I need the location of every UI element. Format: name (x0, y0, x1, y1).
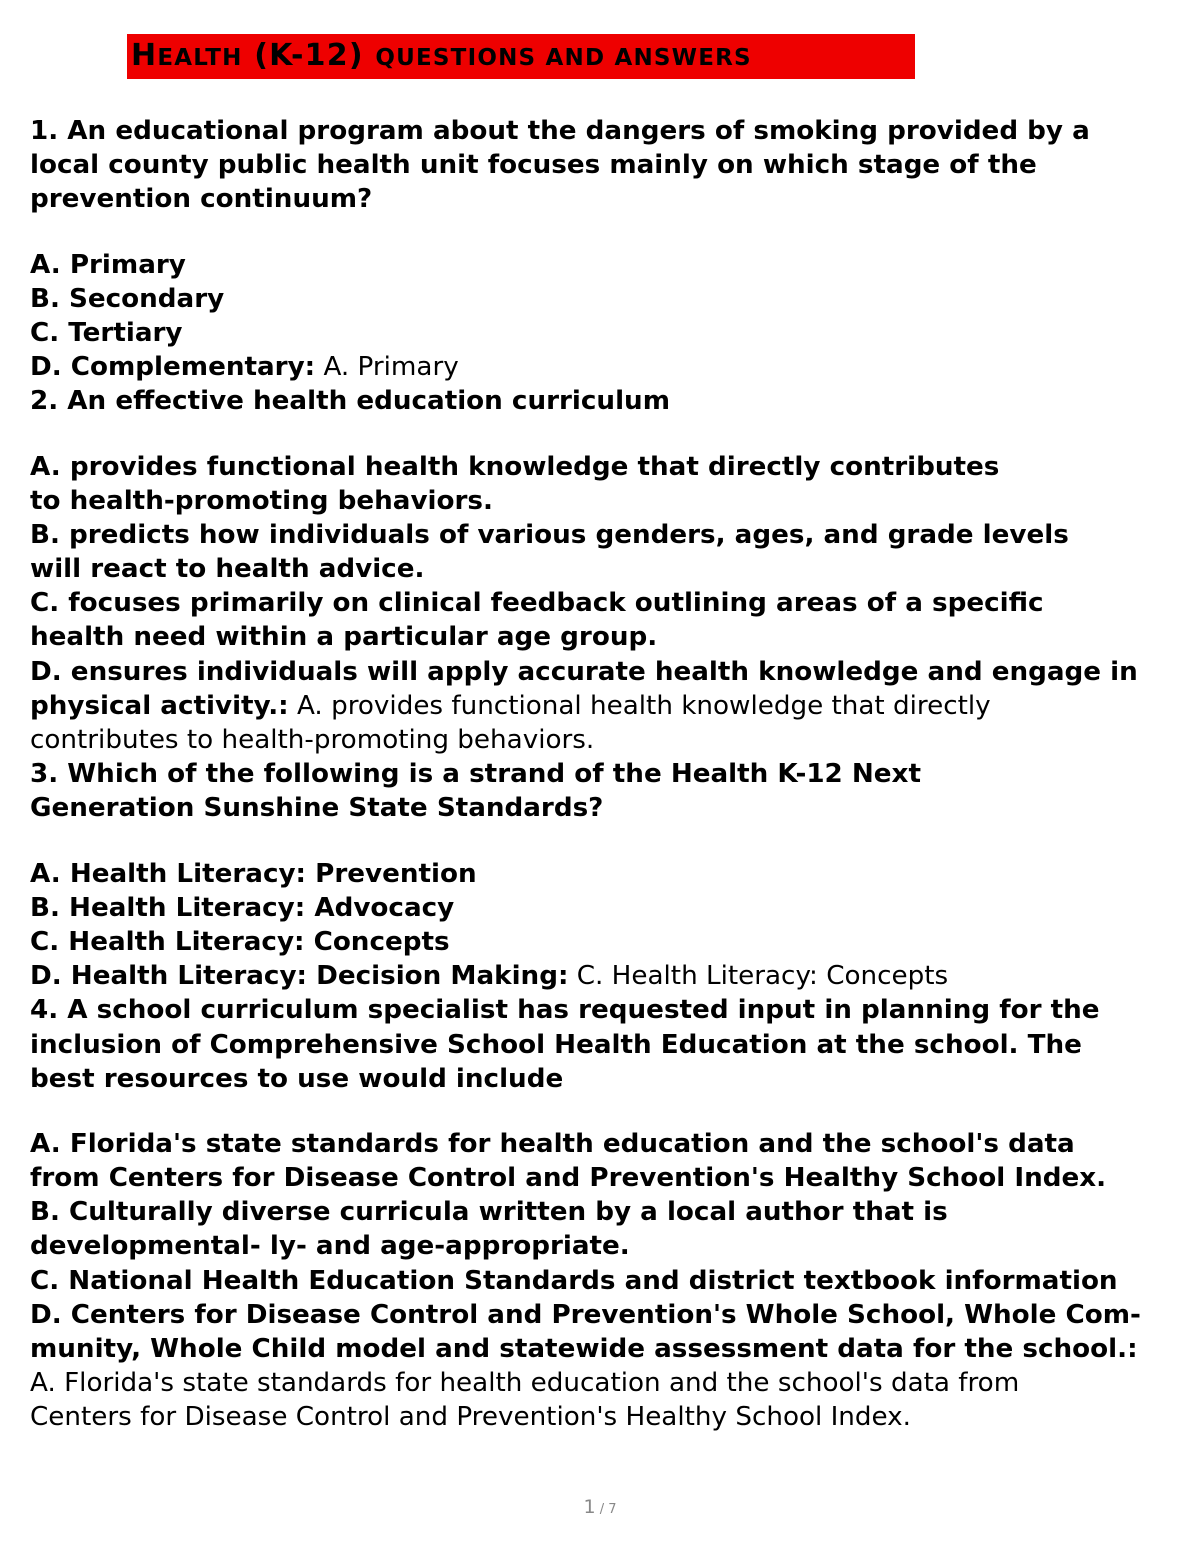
answer-option: developmental- ly- and age-appropriate. (30, 1231, 630, 1262)
correct-answer: Centers for Disease Control and Prevention's Healthy School Index. (30, 1402, 912, 1433)
spacer (30, 1096, 1180, 1127)
answer-option: C. focuses primarily on clinical feedback outlining areas of a specific (30, 588, 1044, 619)
answer-option: D. ensures individuals will apply accurate health knowledge and engage in (30, 656, 1138, 687)
answer-option: B. Culturally diverse curricula written by a local author that is (30, 1197, 948, 1228)
question-text: 2. An effective health education curriculum (30, 386, 670, 417)
answer-option: D. Centers for Disease Control and Prevention's Whole School, Whole Com- (30, 1299, 1141, 1330)
correct-answer: contributes to health-promoting behaviors. (30, 725, 595, 755)
title-tail: QUESTIONS AND ANSWERS (375, 45, 752, 71)
title-middle: (K-12) (242, 38, 376, 73)
answer-option: D. Health Literacy: Decision Making: (30, 961, 569, 992)
question-text: 1. An educational program about the dangers of smoking provided by a (30, 116, 1090, 146)
correct-answer: A. provides functional health knowledge that directly (288, 690, 991, 721)
answer-option: C. National Health Education Standards and district textbook information (30, 1265, 1118, 1296)
title-rest: EALTH (157, 45, 243, 71)
answer-option: C. Health Literacy: Concepts (30, 926, 450, 957)
answer-option: munity, Whole Child model and statewide assessment data for the school.: (30, 1334, 1138, 1364)
question-text: 4. A school curriculum specialist has requested input in planning for the (30, 995, 1100, 1026)
answer-option: C. Tertiary (30, 317, 183, 348)
answer-option: D. Complementary: (30, 352, 316, 383)
answer-option-with-answer (30, 350, 1180, 384)
correct-answer: A. Florida's state standards for health education and the school's data from (30, 1368, 1020, 1399)
answer-option: A. Primary (30, 249, 186, 280)
answer-option: B. predicts how individuals of various genders, ages, and grade levels (30, 519, 1069, 550)
title-first-letter: H (131, 38, 158, 73)
answer-option-with-answer (30, 1332, 1180, 1366)
answer-option: A. Health Literacy: Prevention (30, 858, 477, 889)
answer-option: A. Florida's state standards for health education and the school's data (30, 1128, 1075, 1159)
answer-option: B. Secondary (30, 283, 225, 314)
correct-answer: A. Primary (315, 352, 459, 383)
spacer (30, 826, 1180, 857)
answer-option: to health-promoting behaviors. (30, 485, 493, 516)
page-title (131, 36, 752, 78)
answer-option-with-answer (30, 959, 1180, 993)
answer-option: will react to health advice. (30, 554, 425, 585)
question-text: Generation Sunshine State Standards? (30, 793, 604, 824)
page-total: / 7 (595, 1502, 617, 1517)
answer-option: from Centers for Disease Control and Prevention's Healthy School Index. (30, 1163, 1107, 1194)
answer-option-with-answer (30, 689, 1180, 723)
question-text: inclusion of Comprehensive School Health Education at the school. The (30, 1029, 1082, 1060)
question-text: 3. Which of the following is a strand of the Health K-12 Next (30, 759, 921, 790)
qa-content (30, 114, 1180, 1435)
answer-option: health need within a particular age group. (30, 622, 658, 653)
question-text: best resources to use would include (30, 1063, 564, 1094)
answer-option: physical activity.: (30, 690, 289, 721)
page-number (0, 1496, 1200, 1518)
correct-answer: C. Health Literacy: Concepts (568, 961, 949, 992)
question-text: local county public health unit focuses mainly on which stage of the (30, 150, 1037, 181)
page-current: 1 (583, 1496, 596, 1518)
spacer (30, 419, 1180, 450)
answer-option: B. Health Literacy: Advocacy (30, 892, 455, 923)
answer-option: A. provides functional health knowledge that directly contributes (30, 451, 1000, 482)
spacer (30, 217, 1180, 248)
question-text: prevention continuum? (30, 184, 373, 215)
